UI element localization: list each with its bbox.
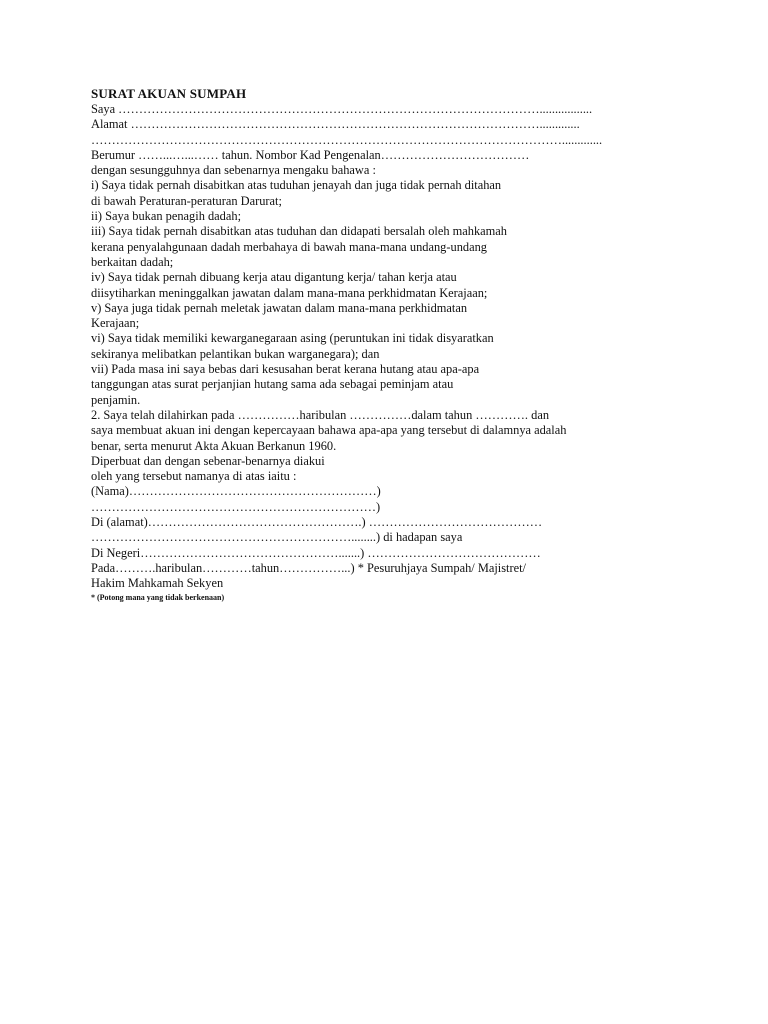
clause-v-line-1: v) Saya juga tidak pernah meletak jawatan dalam mana-mana perkhidmatan: [91, 300, 468, 315]
signing-address-line: Di (alamat)…………………………………………….) ……………………………………: [91, 515, 543, 530]
statutory-declaration-form: [91, 85, 666, 604]
clause-iv-line-2: diisytiharkan meninggalkan jawatan dalam mana-mana perkhidmatan Kerajaan;: [91, 285, 488, 300]
clause-vi-line-2: sekiranya melibatkan pelantikan bukan warganegara); dan: [91, 346, 380, 361]
birth-date-field-line: 2. Saya telah dilahirkan pada ……………haribulan ……………dalam tahun …………. dan: [91, 407, 550, 422]
clause-iii-line-3: berkaitan dadah;: [91, 254, 174, 269]
age-ic-field-line: Berumur ……...…...…… tahun. Nombor Kad Pengenalan………………………………: [91, 147, 530, 162]
signatory-name-line: (Nama)……………………………………………………): [91, 484, 381, 499]
footnote: * (Potong mana yang tidak berkenaan): [91, 592, 225, 602]
address-field-line-1: Alamat ……………………………………………………………………………………….............: [91, 117, 580, 132]
state-line: Di Negeri………………………………………….......) ……………………………………: [91, 545, 541, 560]
affirmation-line-2: oleh yang tersebut namanya di atas iaitu :: [91, 469, 297, 484]
clause-vii-line-2: tanggungan atas surat perjanjian hutang sama ada sebagai peminjam atau: [91, 377, 454, 392]
signatory-blank-line: ……………………………………………………………): [91, 499, 381, 514]
clause-i-line-2: di bawah Peraturan-peraturan Darurat;: [91, 193, 282, 208]
belief-statement-line: saya membuat akuan ini dengan kepercayaan bahawa apa-apa yang tersebut di dalamnya adalah: [91, 423, 567, 438]
sessions-judge-line: Hakim Mahkamah Sekyen: [91, 576, 224, 591]
act-reference-line: benar, serta menurut Akta Akuan Berkanun 1960.: [91, 438, 337, 453]
clause-vii-line-3: penjamin.: [91, 392, 141, 407]
affirmation-line-1: Diperbuat dan dengan sebenar-benarnya diakui: [91, 453, 325, 468]
clause-v-line-2: Kerajaan;: [91, 316, 140, 331]
name-field-line: Saya ………………………………………………………………………………………….................: [91, 102, 593, 116]
declaration-intro: dengan sesungguhnya dan sebenarnya mengaku bahawa :: [91, 163, 376, 178]
clause-vi-line-1: vi) Saya tidak memiliki kewarganegaraan asing (peruntukan ini tidak disyaratkan: [91, 331, 494, 346]
clause-i-line-1: i) Saya tidak pernah disabitkan atas tuduhan jenayah dan juga tidak pernah ditahan: [91, 178, 502, 193]
clause-iii-line-1: iii) Saya tidak pernah disabitkan atas tuduhan dan didapati bersalah oleh mahkamah: [91, 224, 507, 239]
address-field-line-2: …………………………………………………………………………………………………….............: [91, 132, 603, 147]
clause-iii-line-2: kerana penyalahgunaan dadah merbahaya di bawah mana-mana undang-undang: [91, 239, 487, 254]
document-title: SURAT AKUAN SUMPAH: [91, 86, 247, 101]
clause-vii-line-1: vii) Pada masa ini saya bebas dari kesusahan berat kerana hutang atau apa-apa: [91, 362, 480, 377]
clause-iv-line-1: iv) Saya tidak pernah dibuang kerja atau digantung kerja/ tahan kerja atau: [91, 270, 457, 285]
date-commissioner-line: Pada……….haribulan…………tahun……………...) * Pesuruhjaya Sumpah/ Majistret/: [91, 560, 526, 575]
before-me-line: ………………………………………………………........) di hadapan saya: [91, 530, 463, 545]
clause-ii: ii) Saya bukan penagih dadah;: [91, 209, 242, 224]
